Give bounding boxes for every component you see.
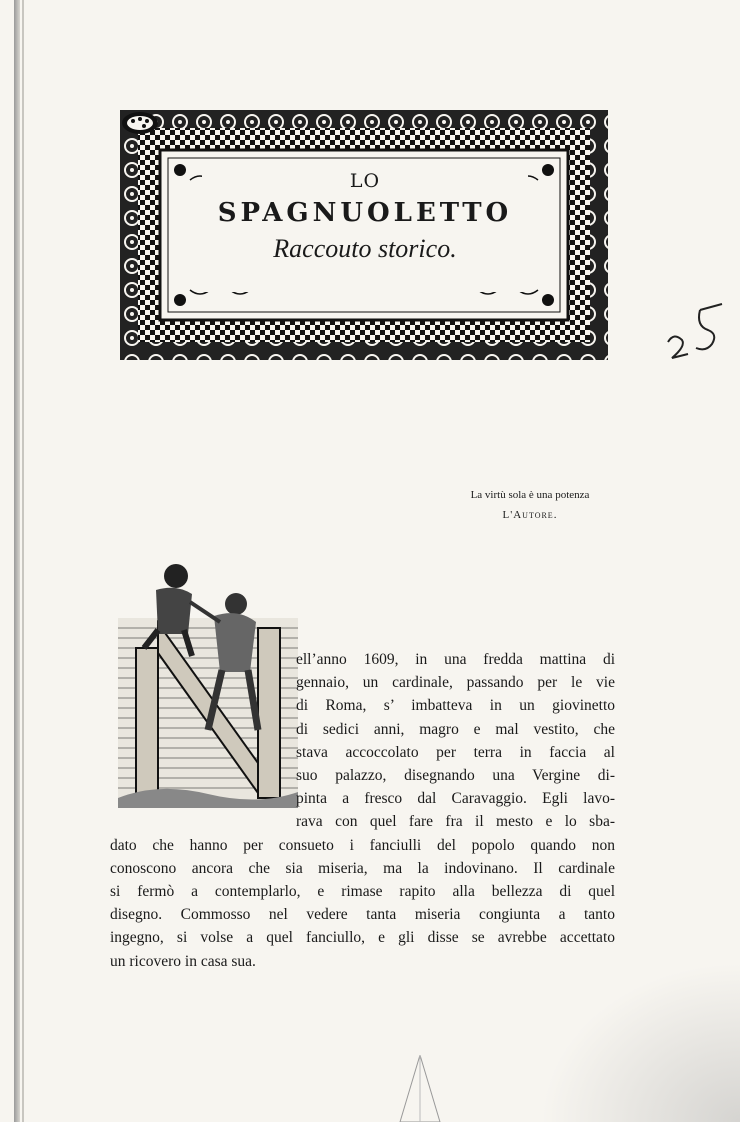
text-line: di sedici anni, magro e mal vestito, che <box>296 720 615 738</box>
handwritten-margin-note <box>660 292 730 372</box>
text-line: conoscono ancora che sia miseria, ma la indovinano. Il cardinale <box>110 859 615 877</box>
text-line: rava con quel fare fra il mesto e lo sba- <box>296 813 615 831</box>
epigraph-author: L'Autore. <box>502 509 558 521</box>
text-line: stava accoccolato per terra in faccia al <box>296 743 615 761</box>
text-line: dato che hanno per consueto i fanciulli del popolo quando non <box>110 836 615 854</box>
palette-icon <box>120 110 160 136</box>
page-subtitle: Raccouto storico. <box>273 234 457 263</box>
text-line: ingegno, si volse a quel fanciullo, e gli disse se avrebbe accettato <box>110 929 615 947</box>
text-line: di Roma, s’ imbatteva in un giovinetto <box>296 697 615 715</box>
text-line: gennaio, un cardinale, passando per le vie <box>296 674 615 692</box>
text-line: disegno. Commosso nel vedere tanta miseria congiunta a tanto <box>110 906 615 924</box>
paper-fold-mark <box>395 1055 445 1122</box>
epigraph <box>420 485 640 525</box>
title-cartouche <box>120 110 608 360</box>
paper-stain <box>540 962 740 1122</box>
page-title: SPAGNUOLETTO <box>217 198 513 228</box>
title-panel <box>202 162 528 292</box>
text-line: ell’anno 1609, in una fredda mattina di <box>296 651 615 668</box>
epigraph-quote: La virtù sola è una potenza <box>470 489 590 501</box>
body-text <box>110 648 615 973</box>
text-line: si fermò a contemplarlo, e rimase rapito alla bellezza di quel <box>110 883 615 901</box>
title-article: LO <box>349 170 381 192</box>
page-binding-line <box>22 0 24 1122</box>
text-line: un ricovero in casa sua. <box>110 952 256 970</box>
page-binding-edge <box>14 0 20 1122</box>
text-line: suo palazzo, disegnando una Vergine di- <box>296 767 615 785</box>
text-line: pinta a fresco dal Caravaggio. Egli lavo- <box>296 790 615 808</box>
